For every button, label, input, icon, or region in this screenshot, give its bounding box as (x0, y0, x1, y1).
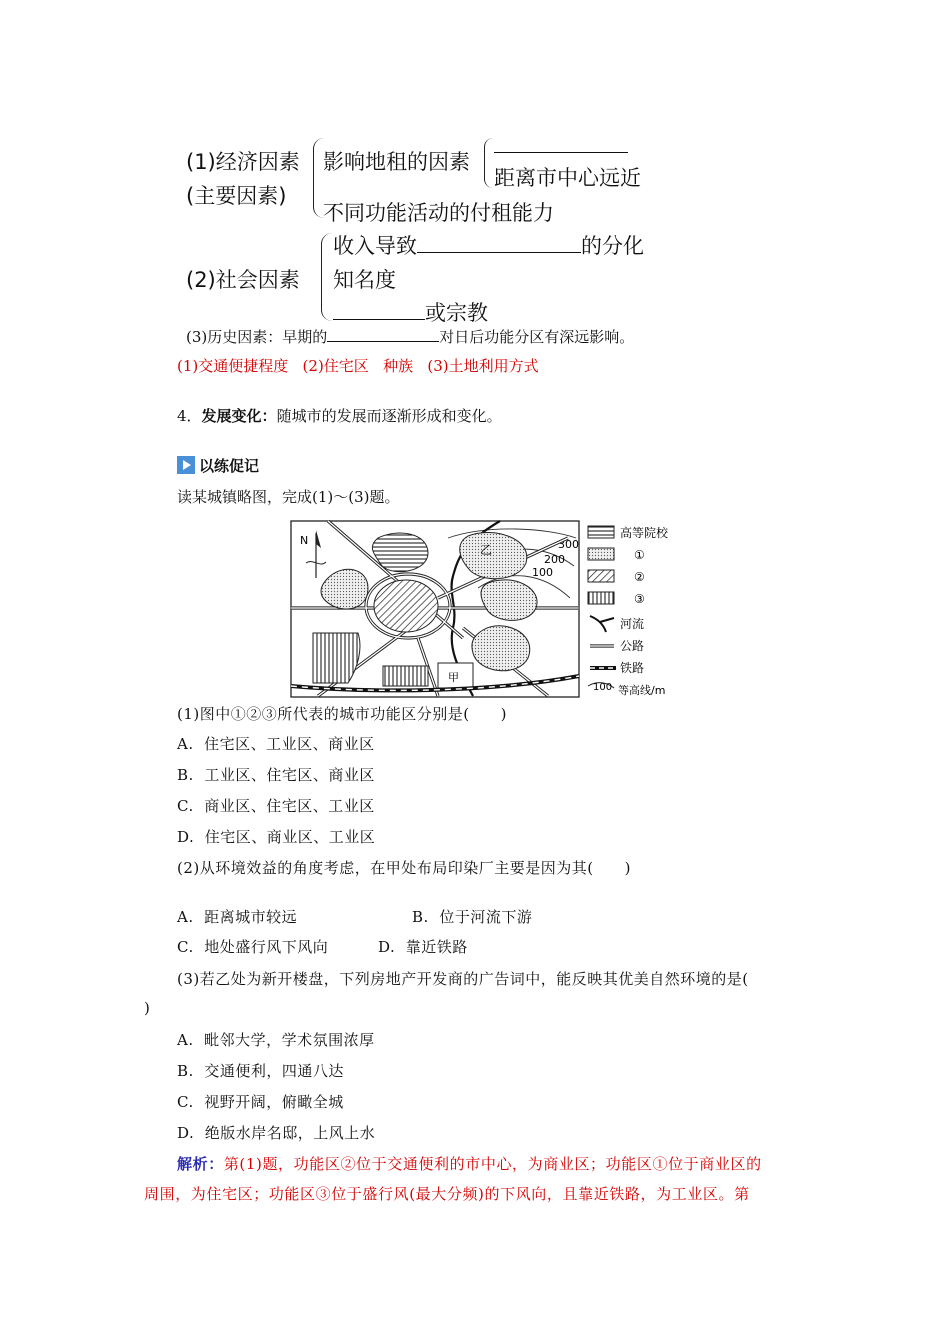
zone-3-west (313, 633, 360, 683)
jia-label: 甲 (448, 671, 459, 684)
analysis-label: 解析： (177, 1155, 224, 1173)
practice-heading: 以练促记 (177, 455, 259, 476)
north-label: N (300, 534, 309, 547)
rent-factors-label: 影响地租的因素 (323, 150, 470, 174)
legend-railway: 铁路 (620, 661, 645, 675)
practice-intro: 读某城镇略图，完成(1)～(3)题。 (177, 488, 400, 506)
q2-option-a: A. 距离城市较远 (177, 908, 298, 926)
q3-option-a: A. 毗邻大学，学术氛围浓厚 (177, 1031, 375, 1049)
rent-factor-blank (494, 152, 628, 153)
legend-zone3: ③ (634, 592, 645, 606)
legend-zone2: ② (634, 570, 645, 584)
analysis-line-1: 解析：第(1)题，功能区②位于交通便利的市中心，为商业区；功能区①位于商业区的 (177, 1155, 762, 1173)
legend-zone1: ① (634, 548, 645, 562)
contour-label-100: 100 (532, 566, 553, 579)
legend-contour-value: 100 (593, 682, 613, 693)
contour-label-300: 300 (558, 538, 579, 551)
legend-road: 公路 (620, 639, 645, 653)
social-factor-label: (2)社会因素 (186, 268, 300, 292)
bid-rent-ability: 不同功能活动的付租能力 (323, 201, 554, 225)
legend-university: 高等院校 (620, 526, 669, 540)
play-icon (177, 456, 195, 474)
social-brace (321, 233, 332, 321)
income-blank (417, 252, 581, 253)
legend-contour: 等高线/m (618, 684, 666, 697)
contour-label-200: 200 (544, 553, 565, 566)
distance-to-center: 距离市中心远近 (494, 166, 641, 190)
legend-zone1-swatch (588, 548, 614, 560)
item-4: 4．发展变化：随城市的发展而逐渐形成和变化。 (177, 407, 502, 425)
zone-2-commercial (374, 580, 438, 632)
q1-option-b: B. 工业区、住宅区、商业区 (177, 766, 375, 784)
economic-factor-label: (1)经济因素 (186, 150, 300, 174)
race-blank (333, 319, 425, 320)
q2-option-c: C. 地处盛行风下风向 (177, 938, 329, 956)
q1-option-c: C. 商业区、住宅区、工业区 (177, 797, 375, 815)
zone-1-southeast (472, 626, 530, 671)
map-legend (588, 525, 669, 697)
legend-zone2-swatch (588, 570, 614, 582)
economic-factor-sublabel: (主要因素) (186, 184, 287, 208)
q1-option-a: A. 住宅区、工业区、商业区 (177, 735, 375, 753)
zone-3-south (383, 666, 428, 686)
analysis-line-2: 周围，为住宅区；功能区③位于盛行风(最大分频)的下风向，且靠近铁路，为工业区。第 (144, 1185, 750, 1203)
question-3-stem-end: ) (144, 999, 150, 1017)
legend-zone3-swatch (588, 592, 614, 604)
social-item-reputation: 知名度 (333, 268, 396, 292)
q3-option-c: C. 视野开阔，俯瞰全城 (177, 1093, 344, 1111)
q2-option-d: D. 靠近铁路 (378, 938, 468, 956)
fill-in-answers: (1)交通便捷程度 (2)住宅区 种族 (3)土地利用方式 (177, 357, 539, 375)
history-factor-line: (3)历史因素：早期的 对日后功能分区有深远影响。 (186, 328, 635, 346)
history-blank (327, 341, 439, 342)
q3-option-b: B. 交通便利，四通八达 (177, 1062, 344, 1080)
q3-option-d: D. 绝版水岸名邸，上风上水 (177, 1124, 376, 1142)
question-3-stem: (3)若乙处为新开楼盘，下列房地产开发商的广告词中，能反映其优美自然环境的是( (177, 970, 749, 988)
yi-label: 乙 (480, 543, 493, 557)
legend-river-symbol (590, 616, 614, 632)
legend-river: 河流 (620, 617, 645, 631)
social-item-income: 收入导致 的分化 (333, 234, 644, 258)
social-item-religion: 或宗教 (333, 297, 488, 327)
question-2-stem: (2)从环境效益的角度考虑，在甲处布局印染厂主要是因为其( ) (177, 859, 631, 877)
town-map (288, 518, 688, 700)
rent-factors-brace (484, 138, 493, 188)
question-1-stem: (1)图中①②③所代表的城市功能区分别是( ) (177, 705, 507, 723)
legend-university-swatch (588, 526, 614, 538)
q2-option-b: B. 位于河流下游 (412, 908, 533, 926)
q1-option-d: D. 住宅区、商业区、工业区 (177, 828, 376, 846)
